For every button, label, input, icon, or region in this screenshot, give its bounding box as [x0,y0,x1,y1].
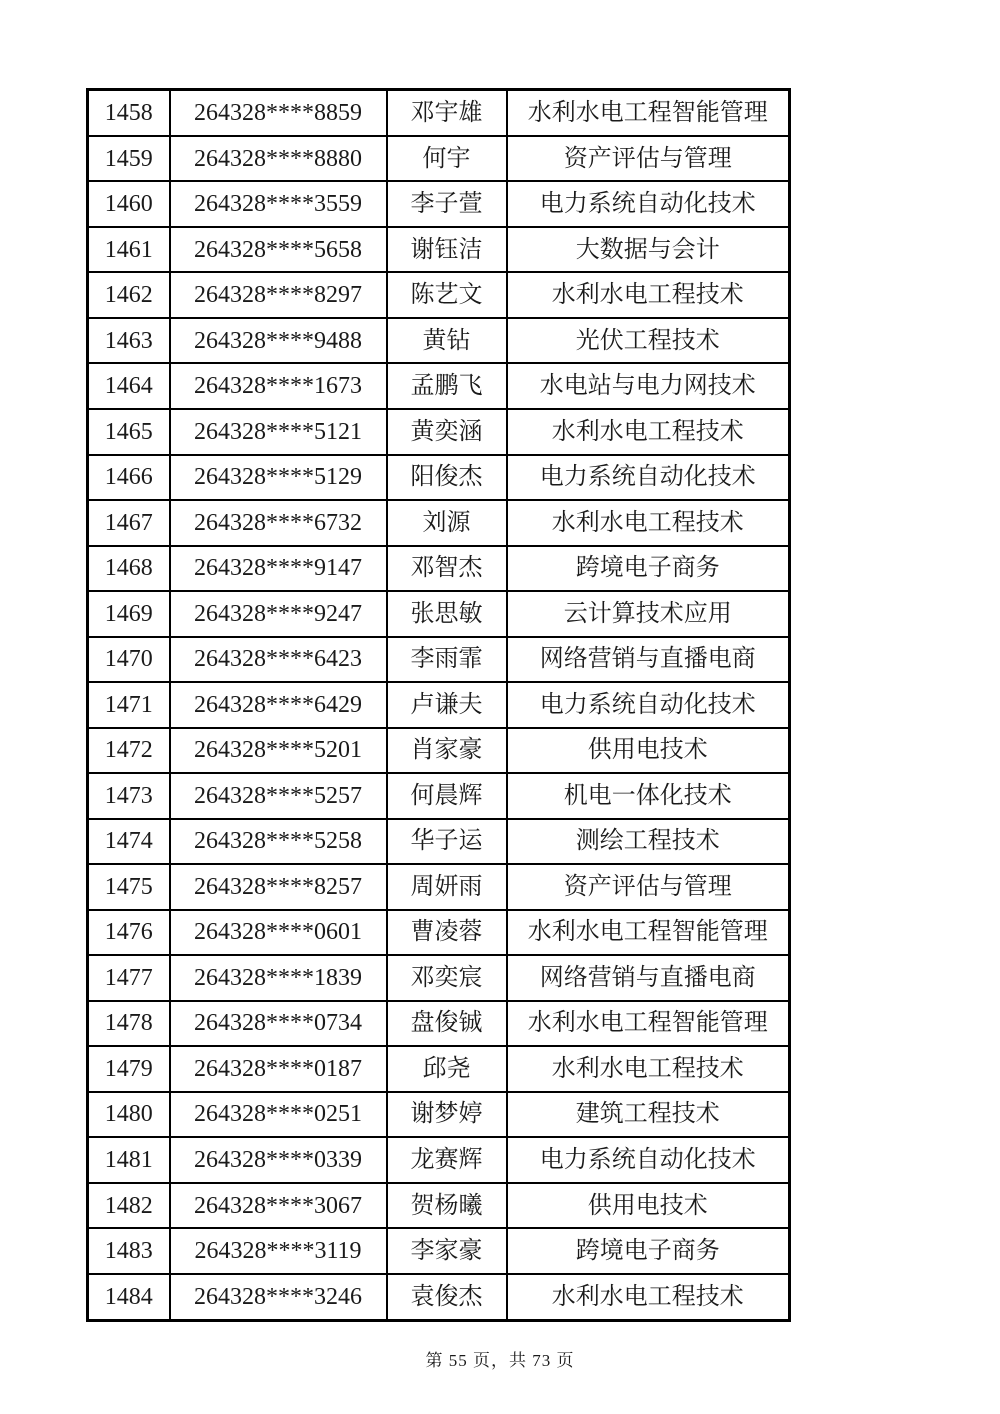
table-row [88,409,790,455]
cell-name: 黄钻 [387,318,507,364]
cell-serial: 1466 [88,455,170,501]
cell-serial: 1464 [88,363,170,409]
table-row [88,1183,790,1229]
cell-masked-id: 264328****1673 [170,363,387,409]
cell-masked-id: 264328****0601 [170,910,387,956]
table-row [88,546,790,592]
table-row [88,1092,790,1138]
cell-major: 水利水电工程智能管理 [507,90,790,136]
cell-masked-id: 264328****0251 [170,1092,387,1138]
table-row [88,819,790,865]
cell-masked-id: 264328****0734 [170,1001,387,1047]
cell-major: 测绘工程技术 [507,819,790,865]
table-row [88,864,790,910]
cell-name: 谢梦婷 [387,1092,507,1138]
cell-major: 水利水电工程智能管理 [507,910,790,956]
cell-major: 电力系统自动化技术 [507,1137,790,1183]
cell-serial: 1470 [88,637,170,683]
cell-major: 水利水电工程技术 [507,272,790,318]
cell-masked-id: 264328****8297 [170,272,387,318]
cell-name: 何晨辉 [387,773,507,819]
cell-name: 盘俊铖 [387,1001,507,1047]
cell-name: 邓智杰 [387,546,507,592]
table-row [88,1001,790,1047]
cell-masked-id: 264328****3559 [170,181,387,227]
cell-masked-id: 264328****5658 [170,227,387,273]
cell-name: 龙赛辉 [387,1137,507,1183]
cell-name: 李雨霏 [387,637,507,683]
table-row [88,1274,790,1321]
cell-major: 云计算技术应用 [507,591,790,637]
cell-masked-id: 264328****9247 [170,591,387,637]
cell-major: 跨境电子商务 [507,546,790,592]
cell-serial: 1477 [88,955,170,1001]
cell-masked-id: 264328****3246 [170,1274,387,1321]
cell-major: 电力系统自动化技术 [507,181,790,227]
table-row [88,682,790,728]
student-roster-table [86,88,791,1322]
table-row [88,500,790,546]
page-footer: 第 55 页，共 73 页 [425,1351,575,1370]
cell-major: 供用电技术 [507,1183,790,1229]
cell-masked-id: 264328****5129 [170,455,387,501]
table-row [88,910,790,956]
table-row [88,1137,790,1183]
cell-major: 电力系统自动化技术 [507,455,790,501]
cell-serial: 1480 [88,1092,170,1138]
cell-major: 大数据与会计 [507,227,790,273]
cell-major: 水利水电工程技术 [507,500,790,546]
cell-masked-id: 264328****1839 [170,955,387,1001]
cell-name: 肖家豪 [387,728,507,774]
cell-masked-id: 264328****6732 [170,500,387,546]
cell-serial: 1482 [88,1183,170,1229]
cell-major: 资产评估与管理 [507,864,790,910]
cell-name: 李子萱 [387,181,507,227]
cell-name: 邓宇雄 [387,90,507,136]
cell-serial: 1472 [88,728,170,774]
table-row [88,272,790,318]
cell-serial: 1476 [88,910,170,956]
cell-name: 曹凌蓉 [387,910,507,956]
cell-major: 建筑工程技术 [507,1092,790,1138]
table-row [88,455,790,501]
table-row [88,637,790,683]
table-row [88,773,790,819]
cell-major: 光伏工程技术 [507,318,790,364]
cell-name: 邱尧 [387,1046,507,1092]
cell-masked-id: 264328****5257 [170,773,387,819]
cell-major: 水利水电工程技术 [507,1046,790,1092]
cell-major: 机电一体化技术 [507,773,790,819]
cell-serial: 1475 [88,864,170,910]
table-row [88,955,790,1001]
cell-name: 孟鹏飞 [387,363,507,409]
cell-serial: 1460 [88,181,170,227]
cell-masked-id: 264328****6423 [170,637,387,683]
cell-name: 黄奕涵 [387,409,507,455]
cell-major: 跨境电子商务 [507,1228,790,1274]
cell-masked-id: 264328****0339 [170,1137,387,1183]
cell-major: 网络营销与直播电商 [507,955,790,1001]
cell-masked-id: 264328****8257 [170,864,387,910]
cell-name: 张思敏 [387,591,507,637]
cell-masked-id: 264328****9488 [170,318,387,364]
table-row [88,1228,790,1274]
cell-name: 陈艺文 [387,272,507,318]
cell-serial: 1471 [88,682,170,728]
cell-serial: 1481 [88,1137,170,1183]
cell-name: 袁俊杰 [387,1274,507,1321]
cell-major: 水利水电工程技术 [507,409,790,455]
cell-name: 阳俊杰 [387,455,507,501]
cell-serial: 1483 [88,1228,170,1274]
cell-major: 电力系统自动化技术 [507,682,790,728]
cell-masked-id: 264328****5201 [170,728,387,774]
cell-serial: 1469 [88,591,170,637]
cell-serial: 1468 [88,546,170,592]
cell-major: 水利水电工程技术 [507,1274,790,1321]
cell-name: 刘源 [387,500,507,546]
cell-serial: 1473 [88,773,170,819]
cell-serial: 1461 [88,227,170,273]
cell-name: 何宇 [387,136,507,182]
cell-name: 李家豪 [387,1228,507,1274]
table-row [88,181,790,227]
cell-major: 水利水电工程智能管理 [507,1001,790,1047]
cell-serial: 1465 [88,409,170,455]
table-row [88,363,790,409]
cell-serial: 1462 [88,272,170,318]
cell-serial: 1467 [88,500,170,546]
cell-name: 谢钰洁 [387,227,507,273]
cell-major: 供用电技术 [507,728,790,774]
cell-major: 资产评估与管理 [507,136,790,182]
cell-masked-id: 264328****3067 [170,1183,387,1229]
cell-serial: 1459 [88,136,170,182]
cell-masked-id: 264328****8880 [170,136,387,182]
table-row [88,90,790,136]
cell-name: 周妍雨 [387,864,507,910]
table-row [88,318,790,364]
table-row [88,591,790,637]
cell-serial: 1463 [88,318,170,364]
cell-serial: 1479 [88,1046,170,1092]
roster-body [88,90,790,1321]
cell-name: 华子运 [387,819,507,865]
cell-major: 水电站与电力网技术 [507,363,790,409]
cell-name: 贺杨曦 [387,1183,507,1229]
cell-serial: 1474 [88,819,170,865]
cell-serial: 1484 [88,1274,170,1321]
cell-masked-id: 264328****6429 [170,682,387,728]
cell-masked-id: 264328****5121 [170,409,387,455]
table-row [88,136,790,182]
cell-name: 邓奕宸 [387,955,507,1001]
cell-serial: 1458 [88,90,170,136]
cell-serial: 1478 [88,1001,170,1047]
cell-masked-id: 264328****5258 [170,819,387,865]
cell-masked-id: 264328****9147 [170,546,387,592]
cell-masked-id: 264328****3119 [170,1228,387,1274]
table-row [88,227,790,273]
cell-major: 网络营销与直播电商 [507,637,790,683]
cell-name: 卢谦夫 [387,682,507,728]
cell-masked-id: 264328****8859 [170,90,387,136]
cell-masked-id: 264328****0187 [170,1046,387,1092]
table-row [88,728,790,774]
table-row [88,1046,790,1092]
